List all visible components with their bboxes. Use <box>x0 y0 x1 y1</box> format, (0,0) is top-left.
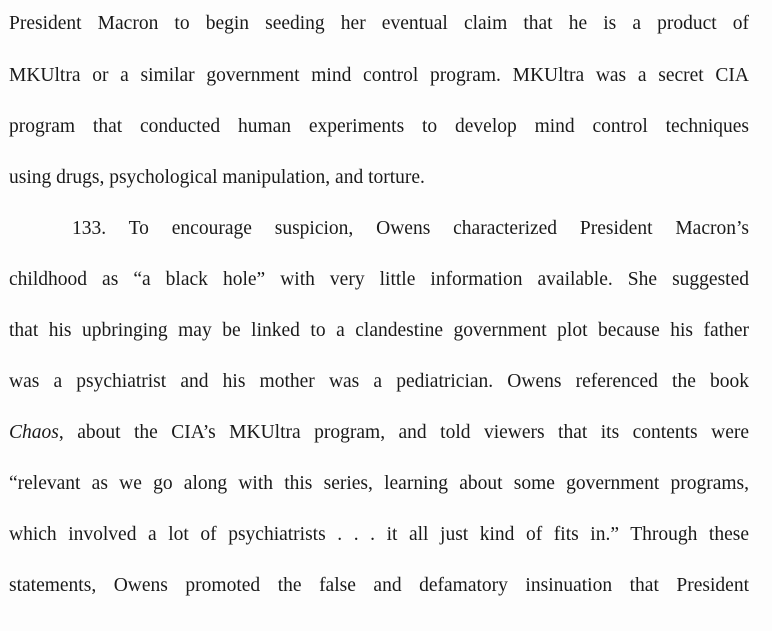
text-line-12: statements, Owens promoted the false and defamatory insinuation that President <box>9 575 749 596</box>
text-line-11: which involved a lot of psychiatrists . . . it all just kind of fits in.” Through these <box>9 524 749 545</box>
text-line-6: childhood as “a black hole” with very little information available. She suggested <box>9 269 749 290</box>
text-line-9: Chaos, about the CIA’s MKUltra program, and told viewers that its contents were <box>9 422 749 443</box>
text-line-1: President Macron to begin seeding her eventual claim that he is a product of <box>9 13 749 34</box>
text-line-2: MKUltra or a similar government mind control program. MKUltra was a secret CIA <box>9 65 749 86</box>
text-line-9-rest: about the CIA’s MKUltra program, and told viewers that its contents were <box>77 422 749 443</box>
text-line-10: “relevant as we go along with this series, learning about some government programs, <box>9 473 749 494</box>
paragraph-133-line-1: 133. To encourage suspicion, Owens characterized President Macron’s <box>72 218 749 239</box>
text-line-4: using drugs, psychological manipulation, and torture. <box>9 167 425 188</box>
book-title: Chaos <box>9 422 59 443</box>
text-line-7: that his upbringing may be linked to a clandestine government plot because his father <box>9 320 749 341</box>
text-line-8: was a psychiatrist and his mother was a pediatrician. Owens referenced the book <box>9 371 749 392</box>
text-line-3: program that conducted human experiments to develop mind control techniques <box>9 116 749 137</box>
